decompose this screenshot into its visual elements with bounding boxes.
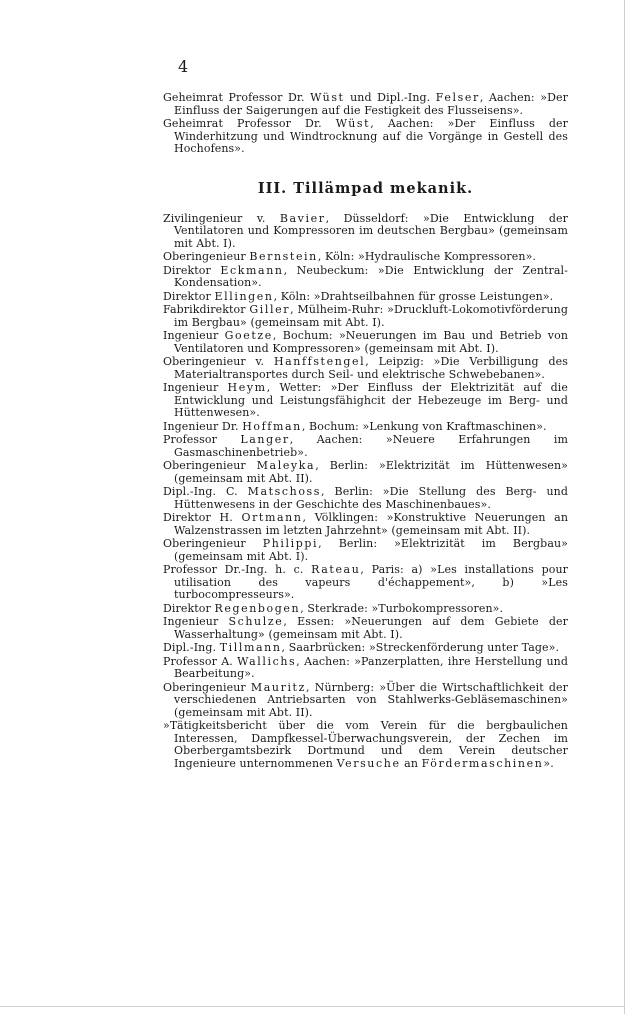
list-item: Ingenieur Dr. Hoffman, Bochum: »Lenkung von Kraftmaschinen».	[163, 419, 547, 433]
list-item: Geheimrat Professor Dr. Wüst und Dipl.-Ing. Felser, Aachen: »Der Einfluss der Saigerungen auf die Festigkeit des Flusseisens».	[163, 91, 568, 117]
page-text	[163, 92, 568, 770]
list-item: Ingenieur Heym, Wetter: »Der Einfluss der Elektrizität auf die Entwicklung und Leistungsfähighcit der Hebezeuge im Berg- und Hüttenwesen».	[163, 381, 568, 419]
list-item: Geheimrat Professor Dr. Wüst, Aachen: »Der Einfluss der Winderhitzung und Windtrocknung auf die Vorgänge in Gestell des Hochofens».	[163, 117, 568, 155]
list-item: Oberingenieur v. Hanffstengel, Leipzig: »Die Verbilligung des Materialtransportes durch Seil- und elektrische Schwebebanen».	[163, 355, 568, 381]
list-item: Oberingenieur Maleyka, Berlin: »Elektrizität im Hüttenwesen» (gemeinsam mit Abt. II).	[163, 459, 568, 485]
list-item: Direktor Regenbogen, Sterkrade: »Turbokompressoren».	[163, 601, 504, 615]
list-item: Professor Langer, Aachen: »Neuere Erfahrungen im Gasmaschinenbetrieb».	[163, 433, 568, 459]
list-item: Dipl.-Ing. Tillmann, Saarbrücken: »Streckenförderung unter Tage».	[163, 641, 560, 654]
list-item: Direktor Ellingen, Köln: »Drahtseilbahnen für grosse Leistungen».	[163, 289, 554, 303]
list-item: Ingenieur Goetze, Bochum: »Neuerungen im Bau und Betrieb von Ventilatoren und Kompressoren» (gemeinsam mit Abt. I).	[163, 329, 568, 355]
list-item: Professor Dr.-Ing. h. c. Rateau, Paris: a) »Les installations pour utilisation des vapeurs d'échappement», b) »Les turbocompresseurs».	[163, 563, 569, 601]
page-edge-right	[624, 0, 625, 1014]
list-item: Ingenieur Schulze, Essen: »Neuerungen auf dem Gebiete der Wasserhaltung» (gemeinsam mit Abt. I).	[163, 615, 568, 641]
page-edge-bottom	[0, 1006, 624, 1007]
list-item: Oberingenieur Bernstein, Köln: »Hydraulische Kompressoren».	[163, 250, 536, 263]
section-heading: III. Tillämpad mekanik.	[257, 179, 474, 197]
list-item: Dipl.-Ing. C. Matschoss, Berlin: »Die Stellung des Berg- und Hüttenwesens in der Geschichte des Maschinenbaues».	[163, 485, 568, 511]
list-item: Oberingenieur Philippi, Berlin: »Elektrizität im Bergbau» (gemeinsam mit Abt. I).	[163, 537, 568, 563]
list-item: Fabrikdirektor Giller, Mülheim-Ruhr: »Druckluft-Lokomotivförderung im Bergbau» (gemeinsam mit Abt. I).	[163, 303, 568, 329]
page-number: 4	[178, 57, 189, 76]
list-item: Professor A. Wallichs, Aachen: »Panzerplatten, ihre Herstellung und Bearbeitung».	[163, 654, 568, 680]
list-item: Oberingenieur Mauritz, Nürnberg: »Über die Wirtschaftlichkeit der verschiedenen Antriebsarten von Stahlwerks-Gebläsemaschinen» (gemeinsam mit Abt. II).	[163, 680, 568, 719]
list-item: Direktor Eckmann, Neubeckum: »Die Entwicklung der Zentral-Kondensation».	[163, 263, 568, 289]
list-item: Direktor H. Ortmann, Völklingen: »Konstruktive Neuerungen an Walzenstrassen im letzten Jahrzehnt» (gemeinsam mit Abt. II).	[163, 511, 568, 537]
list-item: Zivilingenieur v. Bavier, Düsseldorf: »Die Entwicklung der Ventilatoren und Kompressoren im deutschen Bergbau» (gemeinsam mit Abt. I).	[163, 211, 568, 250]
list-item: »Tätigkeitsbericht über die vom Verein für die bergbaulichen Interessen, Dampfkessel-Überwachungsverein, der Zechen im Oberbergamtsbezirk Dortmund und dem Verein deutscher Ingenieure unternommenen Versuche an Fördermaschinen».	[163, 719, 568, 770]
